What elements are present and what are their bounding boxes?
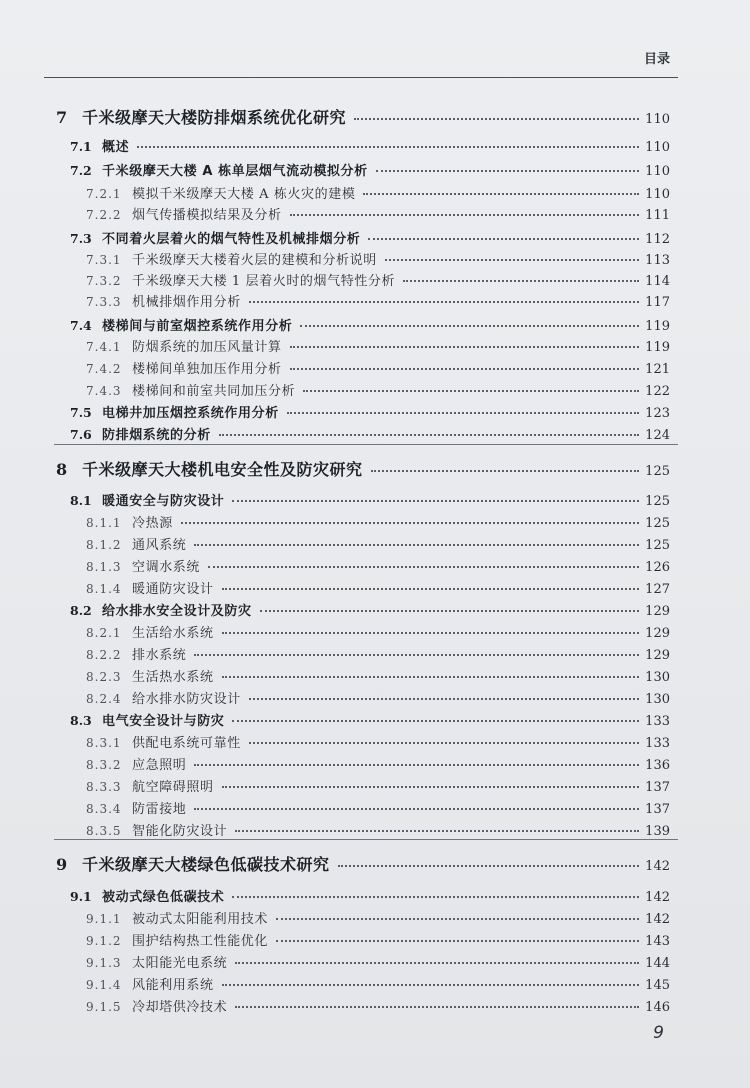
entry-page-number: 142 xyxy=(645,859,670,874)
entry-page-number: 133 xyxy=(645,736,670,751)
dot-leader xyxy=(235,830,639,832)
entry-title: 防雷接地 xyxy=(132,802,187,817)
running-header: 目录 xyxy=(643,52,670,67)
entry-page-number: 142 xyxy=(645,912,670,927)
dot-leader xyxy=(363,193,639,195)
entry-page-number: 129 xyxy=(645,604,670,619)
entry-number: 7.1 xyxy=(70,139,92,154)
entry-number: 7.4.1 xyxy=(86,340,122,354)
entry-title: 供配电系统可靠性 xyxy=(132,736,241,751)
dot-leader xyxy=(232,500,639,502)
toc-sub-entry[interactable] xyxy=(86,512,670,531)
entry-title: 围护结构热工性能优化 xyxy=(132,934,269,949)
entry-page-number: 125 xyxy=(645,494,670,509)
entry-title: 楼梯间单独加压作用分析 xyxy=(132,362,282,377)
toc-chapter-entry[interactable] xyxy=(0,457,670,480)
entry-number: 9.1.4 xyxy=(86,978,122,992)
entry-title: 模拟千米级摩天大楼 A 栋火灾的建模 xyxy=(132,187,356,202)
dot-leader xyxy=(249,698,639,700)
entry-title: 电梯井加压烟控系统作用分析 xyxy=(102,406,279,421)
dot-leader xyxy=(376,170,639,172)
toc-section-entry[interactable] xyxy=(70,424,670,443)
header-rule xyxy=(44,77,678,78)
entry-number: 7.2.2 xyxy=(86,208,122,222)
toc-section-entry[interactable] xyxy=(70,136,670,155)
toc-sub-entry[interactable] xyxy=(86,732,670,751)
entry-page-number: 121 xyxy=(645,362,670,377)
entry-page-number: 123 xyxy=(645,406,670,421)
entry-page-number: 110 xyxy=(645,187,670,202)
toc-section-entry[interactable] xyxy=(70,402,670,421)
entry-title: 给水排水安全设计及防灾 xyxy=(102,604,252,619)
chapter-divider xyxy=(54,444,678,445)
entry-page-number: 114 xyxy=(645,274,670,289)
entry-title: 冷热源 xyxy=(132,516,173,531)
entry-page-number: 137 xyxy=(645,780,670,795)
entry-number: 9 xyxy=(56,855,68,874)
dot-leader xyxy=(249,301,639,303)
entry-page-number: 119 xyxy=(645,340,670,355)
dot-leader xyxy=(300,325,639,327)
entry-title: 暖通安全与防灾设计 xyxy=(102,494,225,509)
toc-sub-entry[interactable] xyxy=(86,908,670,927)
dot-leader xyxy=(260,610,640,612)
toc-sub-entry[interactable] xyxy=(86,754,670,773)
entry-title: 楼梯间和前室共同加压分析 xyxy=(132,384,296,399)
toc-sub-entry[interactable] xyxy=(86,644,670,663)
entry-number: 9.1.3 xyxy=(86,956,122,970)
entry-number: 7.3 xyxy=(70,231,92,246)
entry-title: 冷却塔供冷技术 xyxy=(132,1000,228,1015)
entry-number: 7.4 xyxy=(70,318,92,333)
entry-number: 9.1.5 xyxy=(86,1000,122,1014)
dot-leader xyxy=(276,940,639,942)
entry-title: 风能利用系统 xyxy=(132,978,214,993)
dot-leader xyxy=(385,259,639,261)
dot-leader xyxy=(222,588,640,590)
entry-title: 防烟系统的加压风量计算 xyxy=(132,340,282,355)
entry-title: 千米级摩天大楼绿色低碳技术研究 xyxy=(82,855,330,874)
dot-leader xyxy=(194,808,639,810)
entry-number: 8.2.1 xyxy=(86,626,122,640)
entry-page-number: 125 xyxy=(645,464,670,479)
toc-sub-entry[interactable] xyxy=(86,358,670,377)
dot-leader xyxy=(194,654,639,656)
entry-title: 楼梯间与前室烟控系统作用分析 xyxy=(102,319,293,334)
dot-leader xyxy=(222,676,640,678)
entry-title: 千米级摩天大楼着火层的建模和分析说明 xyxy=(132,253,377,268)
entry-number: 8.2 xyxy=(70,603,92,618)
toc-chapter-entry[interactable] xyxy=(0,852,670,875)
entry-title: 机械排烟作用分析 xyxy=(132,295,241,310)
entry-number: 8.1 xyxy=(70,493,92,508)
toc-sub-entry[interactable] xyxy=(86,666,670,685)
dot-leader xyxy=(371,470,640,472)
entry-page-number: 110 xyxy=(645,112,670,127)
entry-number: 7.6 xyxy=(70,427,92,442)
entry-page-number: 117 xyxy=(645,295,670,310)
entry-number: 8.2.3 xyxy=(86,670,122,684)
toc-chapter-entry[interactable] xyxy=(0,105,670,128)
entry-title: 防排烟系统的分析 xyxy=(102,428,211,443)
dot-leader xyxy=(403,280,639,282)
entry-title: 生活给水系统 xyxy=(132,626,214,641)
entry-title: 千米级摩天大楼防排烟系统优化研究 xyxy=(82,108,347,127)
entry-number: 9.1.1 xyxy=(86,912,122,926)
dot-leader xyxy=(137,146,639,148)
entry-number: 8.3 xyxy=(70,713,92,728)
dot-leader xyxy=(338,865,640,867)
toc-section-entry[interactable] xyxy=(70,886,670,905)
entry-title: 概述 xyxy=(102,140,130,155)
entry-number: 7.5 xyxy=(70,405,92,420)
dot-leader xyxy=(249,742,639,744)
dot-leader xyxy=(354,118,639,120)
toc-sub-entry[interactable] xyxy=(86,622,670,641)
entry-title: 排水系统 xyxy=(132,648,187,663)
dot-leader xyxy=(368,238,639,240)
entry-title: 千米级摩天大楼机电安全性及防灾研究 xyxy=(82,460,363,479)
toc-sub-entry[interactable] xyxy=(86,930,670,949)
entry-page-number: 144 xyxy=(645,956,670,971)
entry-page-number: 122 xyxy=(645,384,670,399)
entry-title: 不同着火层着火的烟气特性及机械排烟分析 xyxy=(102,232,361,247)
dot-leader xyxy=(235,1006,639,1008)
entry-title: 被动式太阳能利用技术 xyxy=(132,912,269,927)
entry-title: 烟气传播模拟结果及分析 xyxy=(132,208,282,223)
toc-sub-entry[interactable] xyxy=(86,688,670,707)
toc-section-entry[interactable] xyxy=(70,490,670,509)
entry-page-number: 143 xyxy=(645,934,670,949)
entry-page-number: 119 xyxy=(645,319,670,334)
entry-page-number: 126 xyxy=(645,560,670,575)
entry-number: 7.2.1 xyxy=(86,187,122,201)
page-number: 9 xyxy=(653,1023,664,1043)
entry-page-number: 136 xyxy=(645,758,670,773)
entry-number: 8 xyxy=(56,460,68,479)
entry-number: 8.3.3 xyxy=(86,780,122,794)
entry-page-number: 133 xyxy=(645,714,670,729)
entry-number: 8.1.2 xyxy=(86,538,122,552)
entry-page-number: 110 xyxy=(645,164,670,179)
toc-sub-entry[interactable] xyxy=(86,249,670,268)
entry-page-number: 125 xyxy=(645,538,670,553)
dot-leader xyxy=(219,434,639,436)
dot-leader xyxy=(235,962,639,964)
toc-sub-entry[interactable] xyxy=(86,534,670,553)
entry-page-number: 142 xyxy=(645,890,670,905)
dot-leader xyxy=(222,786,640,788)
dot-leader xyxy=(232,720,639,722)
entry-number: 7.3.3 xyxy=(86,295,122,309)
dot-leader xyxy=(290,368,640,370)
toc-sub-entry[interactable] xyxy=(86,380,670,399)
entry-number: 8.1.4 xyxy=(86,582,122,596)
entry-number: 7 xyxy=(56,108,68,127)
toc-sub-entry[interactable] xyxy=(86,270,670,289)
toc-sub-entry[interactable] xyxy=(86,798,670,817)
entry-page-number: 111 xyxy=(645,208,670,223)
toc-sub-entry[interactable] xyxy=(86,291,670,310)
entry-page-number: 145 xyxy=(645,978,670,993)
dot-leader xyxy=(194,764,639,766)
entry-title: 智能化防灾设计 xyxy=(132,824,228,839)
entry-title: 给水排水防灾设计 xyxy=(132,692,241,707)
entry-title: 千米级摩天大楼 1 层着火时的烟气特性分析 xyxy=(132,274,396,289)
entry-title: 通风系统 xyxy=(132,538,187,553)
dot-leader xyxy=(181,522,639,524)
entry-page-number: 127 xyxy=(645,582,670,597)
toc-sub-entry[interactable] xyxy=(86,556,670,575)
dot-leader xyxy=(194,544,639,546)
toc-section-entry[interactable] xyxy=(70,710,670,729)
entry-number: 7.3.1 xyxy=(86,253,122,267)
dot-leader xyxy=(303,390,639,392)
entry-page-number: 124 xyxy=(645,428,670,443)
entry-number: 8.2.2 xyxy=(86,648,122,662)
entry-title: 电气安全设计与防灾 xyxy=(102,714,225,729)
entry-title: 千米级摩天大楼 A 栋单层烟气流动模拟分析 xyxy=(102,164,368,179)
entry-number: 7.3.2 xyxy=(86,274,122,288)
entry-number: 8.1.3 xyxy=(86,560,122,574)
entry-number: 8.3.5 xyxy=(86,824,122,838)
dot-leader xyxy=(222,984,640,986)
toc-sub-entry[interactable] xyxy=(86,183,670,202)
entry-number: 7.4.3 xyxy=(86,384,122,398)
entry-page-number: 110 xyxy=(645,140,670,155)
entry-page-number: 125 xyxy=(645,516,670,531)
dot-leader xyxy=(276,918,639,920)
chapter-divider xyxy=(54,839,678,840)
entry-title: 空调水系统 xyxy=(132,560,201,575)
entry-number: 8.2.4 xyxy=(86,692,122,706)
entry-page-number: 129 xyxy=(645,626,670,641)
toc-section-entry[interactable] xyxy=(70,228,670,247)
toc-sub-entry[interactable] xyxy=(86,974,670,993)
dot-leader xyxy=(287,412,639,414)
entry-number: 7.2 xyxy=(70,163,92,178)
dot-leader xyxy=(232,896,639,898)
toc-sub-entry[interactable] xyxy=(86,578,670,597)
entry-page-number: 129 xyxy=(645,648,670,663)
entry-page-number: 113 xyxy=(645,253,670,268)
toc-sub-entry[interactable] xyxy=(86,952,670,971)
dot-leader xyxy=(222,632,640,634)
entry-title: 生活热水系统 xyxy=(132,670,214,685)
entry-title: 航空障碍照明 xyxy=(132,780,214,795)
entry-page-number: 137 xyxy=(645,802,670,817)
toc-sub-entry[interactable] xyxy=(86,204,670,223)
toc-section-entry[interactable] xyxy=(70,600,670,619)
toc-section-entry[interactable] xyxy=(70,160,670,179)
entry-number: 9.1.2 xyxy=(86,934,122,948)
entry-page-number: 139 xyxy=(645,824,670,839)
entry-number: 7.4.2 xyxy=(86,362,122,376)
toc-sub-entry[interactable] xyxy=(86,996,670,1015)
entry-title: 太阳能光电系统 xyxy=(132,956,228,971)
entry-page-number: 130 xyxy=(645,670,670,685)
dot-leader xyxy=(208,566,639,568)
entry-page-number: 130 xyxy=(645,692,670,707)
toc-sub-entry[interactable] xyxy=(86,336,670,355)
entry-title: 应急照明 xyxy=(132,758,187,773)
toc-sub-entry[interactable] xyxy=(86,776,670,795)
entry-number: 9.1 xyxy=(70,889,92,904)
entry-title: 暖通防灾设计 xyxy=(132,582,214,597)
entry-title: 被动式绿色低碳技术 xyxy=(102,890,225,905)
entry-number: 8.3.2 xyxy=(86,758,122,772)
dot-leader xyxy=(290,346,640,348)
entry-number: 8.1.1 xyxy=(86,516,122,530)
dot-leader xyxy=(290,214,640,216)
entry-page-number: 146 xyxy=(645,1000,670,1015)
entry-number: 8.3.1 xyxy=(86,736,122,750)
entry-page-number: 112 xyxy=(645,232,670,247)
toc-sub-entry[interactable] xyxy=(86,820,670,839)
entry-number: 8.3.4 xyxy=(86,802,122,816)
toc-section-entry[interactable] xyxy=(70,315,670,334)
